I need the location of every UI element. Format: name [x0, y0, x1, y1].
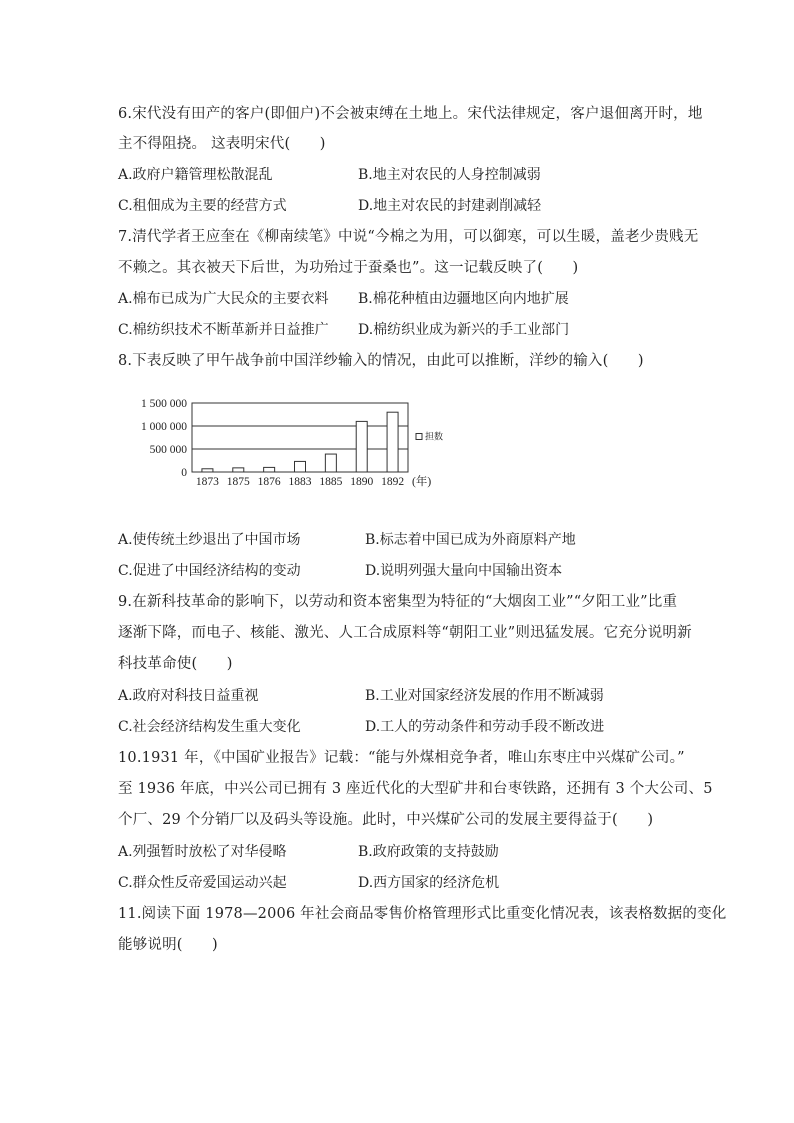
q9-stem-line2: 逐渐下降，而电子、核能、激光、人工合成原料等“朝阳工业”则迅猛发展。它充分说明新 — [118, 625, 692, 641]
q8-option-a[interactable]: A.使传统土纱退出了中国市场 — [118, 532, 301, 548]
q10-stem-line3: 个厂、29 个分销厂以及码头等设施。此时，中兴煤矿公司的发展主要得益于( ) — [118, 812, 654, 828]
x-tick-label: 1875 — [226, 476, 250, 488]
q9-stem-line1: 9.在新科技革命的影响下，以劳动和资本密集型为特征的“大烟囱工业”“夕阳工业”比重 — [118, 594, 678, 610]
legend-label: 担数 — [425, 431, 444, 442]
q7-option-d[interactable]: D.棉纺织业成为新兴的手工业部门 — [358, 322, 570, 338]
q7-stem-line2: 不赖之。其衣被天下后世，为功殆过于蚕桑也”。这一记载反映了( ) — [118, 260, 579, 276]
q6-option-b[interactable]: B.地主对农民的人身控制减弱 — [358, 167, 541, 183]
q10-stem-line1: 10.1931 年，《中国矿业报告》记载：“能与外煤相竞争者，唯山东枣庄中兴煤矿公司。” — [118, 750, 685, 766]
q7-stem-line1: 7.清代学者王应奎在《柳南续笔》中说“今棉之为用，可以御寒，可以生暖，盖老少贵贱无 — [118, 229, 699, 245]
q6-option-c[interactable]: C.租佃成为主要的经营方式 — [118, 198, 287, 214]
bar-1876 — [264, 467, 275, 472]
bar-1890 — [356, 421, 367, 472]
q9-option-b[interactable]: B.工业对国家经济发展的作用不断减弱 — [365, 688, 604, 704]
q9-option-d[interactable]: D.工人的劳动条件和劳动手段不断改进 — [365, 719, 605, 735]
q6-stem-line2: 主不得阻挠。 这表明宋代( ) — [118, 136, 326, 152]
bar-chart-svg — [118, 388, 458, 500]
q7-option-b[interactable]: B.棉花种植由边疆地区向内地扩展 — [358, 291, 569, 307]
y-tick-label: 1 000 000 — [141, 421, 187, 433]
bar-1873 — [202, 469, 213, 472]
bar-1875 — [233, 468, 244, 472]
q10-option-d[interactable]: D.西方国家的经济危机 — [358, 875, 500, 891]
x-tick-label: 1883 — [288, 476, 312, 488]
chart-legend — [416, 431, 443, 442]
q8-option-d[interactable]: D.说明列强大量向中国输出资本 — [365, 563, 563, 579]
bar-1892 — [387, 412, 398, 472]
q8-option-c[interactable]: C.促进了中国经济结构的变动 — [118, 563, 301, 579]
q8-stem-line1: 8.下表反映了甲午战争前中国洋纱输入的情况，由此可以推断，洋纱的输入( ) — [118, 353, 644, 369]
q6-option-d[interactable]: D.地主对农民的封建剥削减轻 — [358, 198, 542, 214]
x-tick-label: 1890 — [350, 476, 374, 488]
y-tick-label: 500 000 — [149, 444, 187, 456]
q11-stem-line1: 11.阅读下面 1978—2006 年社会商品零售价格管理形式比重变化情况表，该表格数据的变化 — [118, 906, 727, 922]
q8-option-b[interactable]: B.标志着中国已成为外商原料产地 — [365, 532, 576, 548]
q10-option-b[interactable]: B.政府政策的支持鼓励 — [358, 844, 499, 860]
x-unit-label: (年) — [412, 476, 432, 488]
x-tick-label: 1892 — [381, 476, 405, 488]
x-tick-label: 1876 — [257, 476, 281, 488]
q10-option-a[interactable]: A.列强暂时放松了对华侵略 — [118, 844, 287, 860]
bar-1883 — [295, 461, 306, 472]
q9-option-a[interactable]: A.政府对科技日益重视 — [118, 688, 259, 704]
q6-stem-line1: 6.宋代没有田产的客户(即佃户)不会被束缚在土地上。宋代法律规定，客户退佃离开时，地 — [118, 106, 703, 122]
q7-option-a[interactable]: A.棉布已成为广大民众的主要衣料 — [118, 291, 329, 307]
q11-stem-line2: 能够说明( ) — [118, 937, 218, 953]
chart-y-ticks — [141, 398, 187, 479]
yarn-import-chart — [118, 388, 458, 500]
x-tick-label: 1873 — [195, 476, 219, 488]
q9-option-c[interactable]: C.社会经济结构发生重大变化 — [118, 719, 301, 735]
q9-stem-line3: 科技革命使( ) — [118, 656, 233, 672]
chart-bars — [202, 412, 398, 472]
y-tick-label: 1 500 000 — [141, 398, 187, 410]
y-tick-label: 0 — [181, 467, 187, 479]
bar-1885 — [325, 454, 336, 472]
chart-x-labels — [196, 474, 431, 488]
q6-option-a[interactable]: A.政府户籍管理松散混乱 — [118, 167, 273, 183]
q10-option-c[interactable]: C.群众性反帝爱国运动兴起 — [118, 875, 287, 891]
legend-swatch — [416, 434, 422, 440]
x-tick-label: 1885 — [319, 476, 343, 488]
q7-option-c[interactable]: C.棉纺织技术不断革新并日益推广 — [118, 322, 329, 338]
q10-stem-line2: 至 1936 年底，中兴公司已拥有 3 座近代化的大型矿井和台枣铁路，还拥有 3 个大公司、5 — [118, 781, 713, 797]
